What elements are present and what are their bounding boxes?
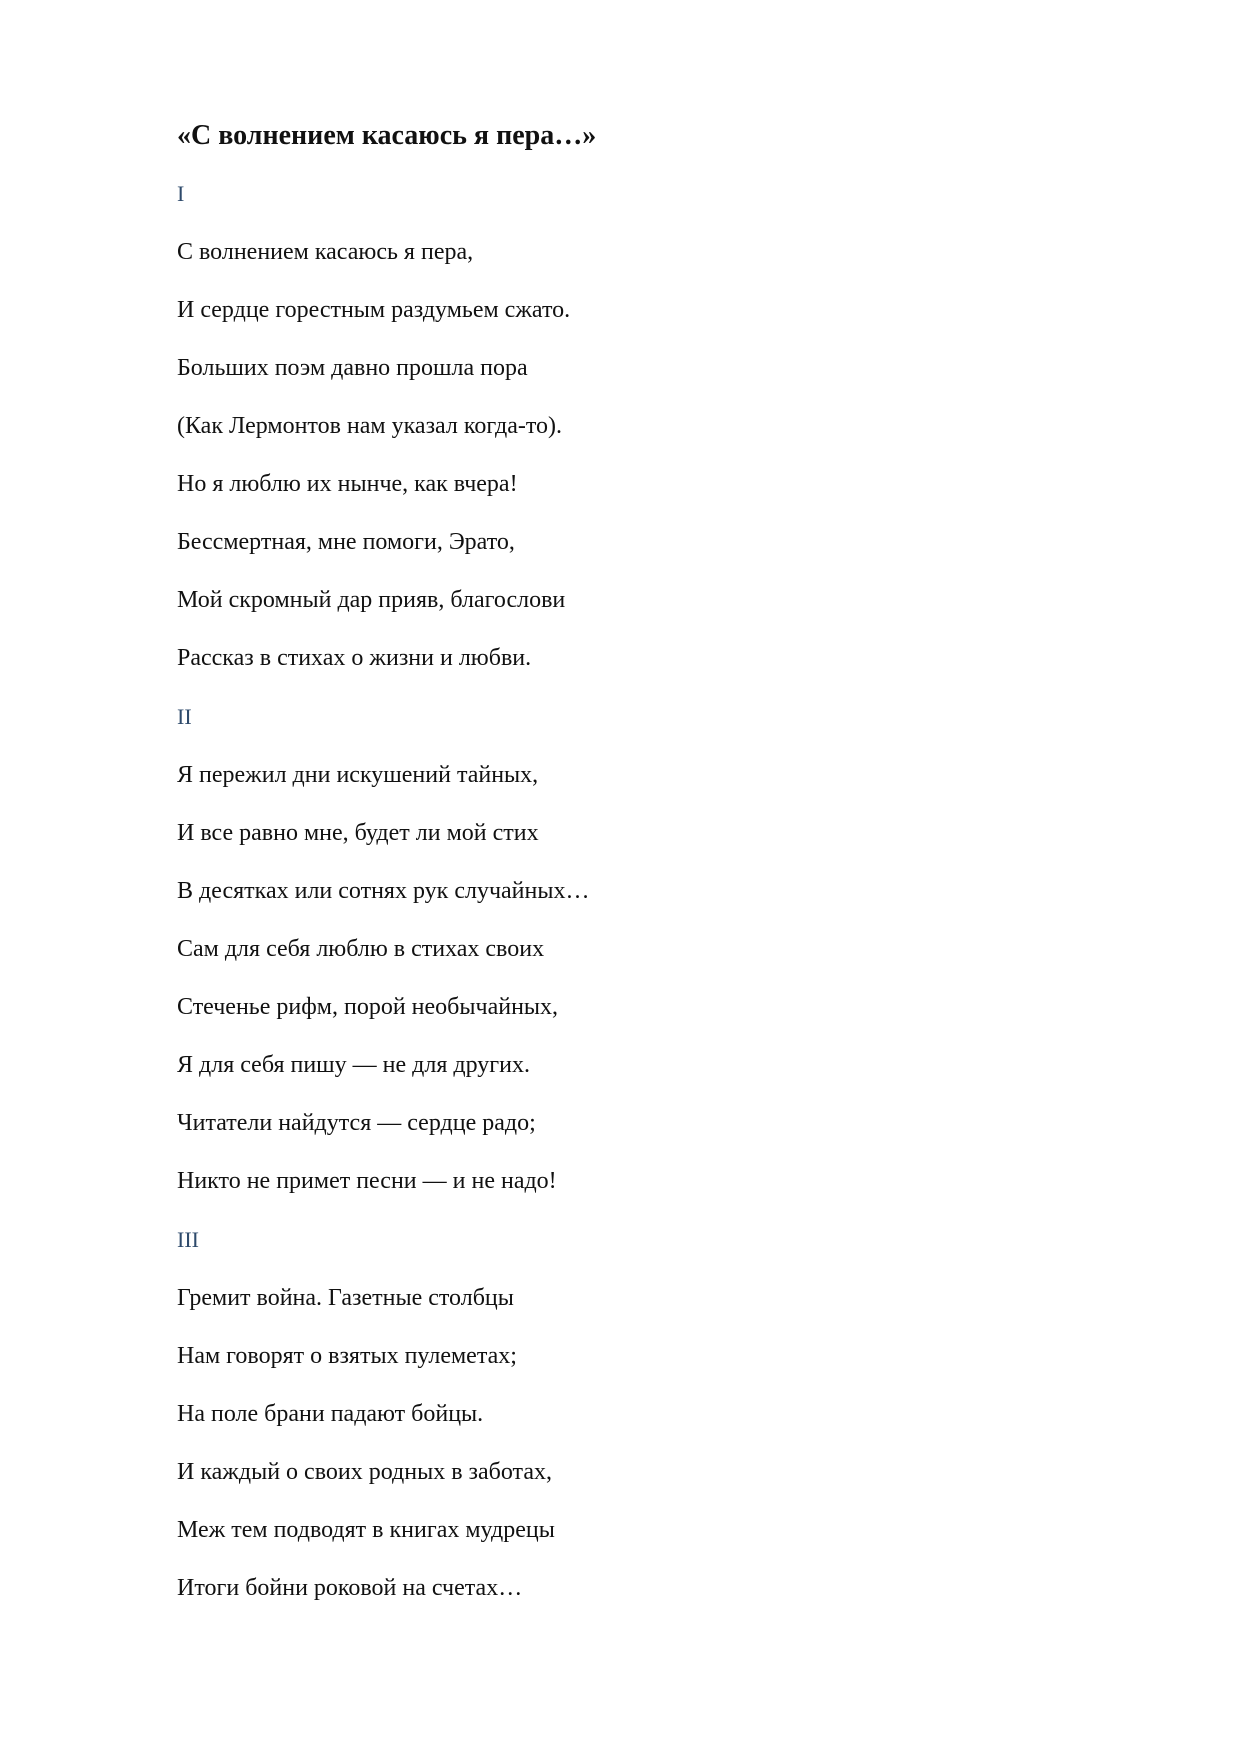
- poem-line: И сердце горестным раздумьем сжато.: [177, 297, 571, 323]
- poem-line: И каждый о своих родных в заботах,: [177, 1459, 552, 1485]
- poem-line: Никто не примет песни — и не надо!: [177, 1168, 557, 1194]
- poem-line: Читатели найдутся — сердце радо;: [177, 1110, 536, 1136]
- poem-line: И все равно мне, будет ли мой стих: [177, 820, 539, 846]
- poem-line: Гремит война. Газетные столбцы: [177, 1285, 514, 1311]
- stanza-3: [177, 1225, 1077, 1631]
- stanza-numeral: I: [177, 181, 185, 206]
- poem-line: Мой скромный дар прияв, благослови: [177, 587, 566, 613]
- stanza-1: [177, 179, 1077, 701]
- poem-line: Я для себя пишу — не для других.: [177, 1052, 530, 1078]
- poem-line: Меж тем подводят в книгах мудрецы: [177, 1517, 555, 1543]
- poem-title: «С волнением касаюсь я пера…»: [177, 120, 597, 151]
- poem-line: На поле брани падают бойцы.: [177, 1401, 484, 1427]
- poem-line: Я пережил дни искушений тайных,: [177, 762, 539, 788]
- poem-line: Сам для себя люблю в стихах своих: [177, 936, 545, 962]
- poem-line: Рассказ в стихах о жизни и любви.: [177, 645, 532, 671]
- poem-line: Итоги бойни роковой на счетах…: [177, 1575, 523, 1601]
- poem-line: С волнением касаюсь я пера,: [177, 239, 474, 265]
- stanza-numeral: II: [177, 704, 192, 729]
- poem-line: Но я люблю их нынче, как вчера!: [177, 471, 518, 497]
- poem-line: Бессмертная, мне помоги, Эрато,: [177, 529, 515, 555]
- stanza-numeral: III: [177, 1227, 199, 1252]
- poem-line: Больших поэм давно прошла пора: [177, 355, 528, 381]
- poem-line: Стеченье рифм, порой необычайных,: [177, 994, 559, 1020]
- poem-line: Нам говорят о взятых пулеметах;: [177, 1343, 517, 1369]
- poem-line: В десятках или сотнях рук случайных…: [177, 878, 590, 904]
- stanza-2: [177, 702, 1077, 1224]
- poem-line: (Как Лермонтов нам указал когда-то).: [177, 413, 562, 439]
